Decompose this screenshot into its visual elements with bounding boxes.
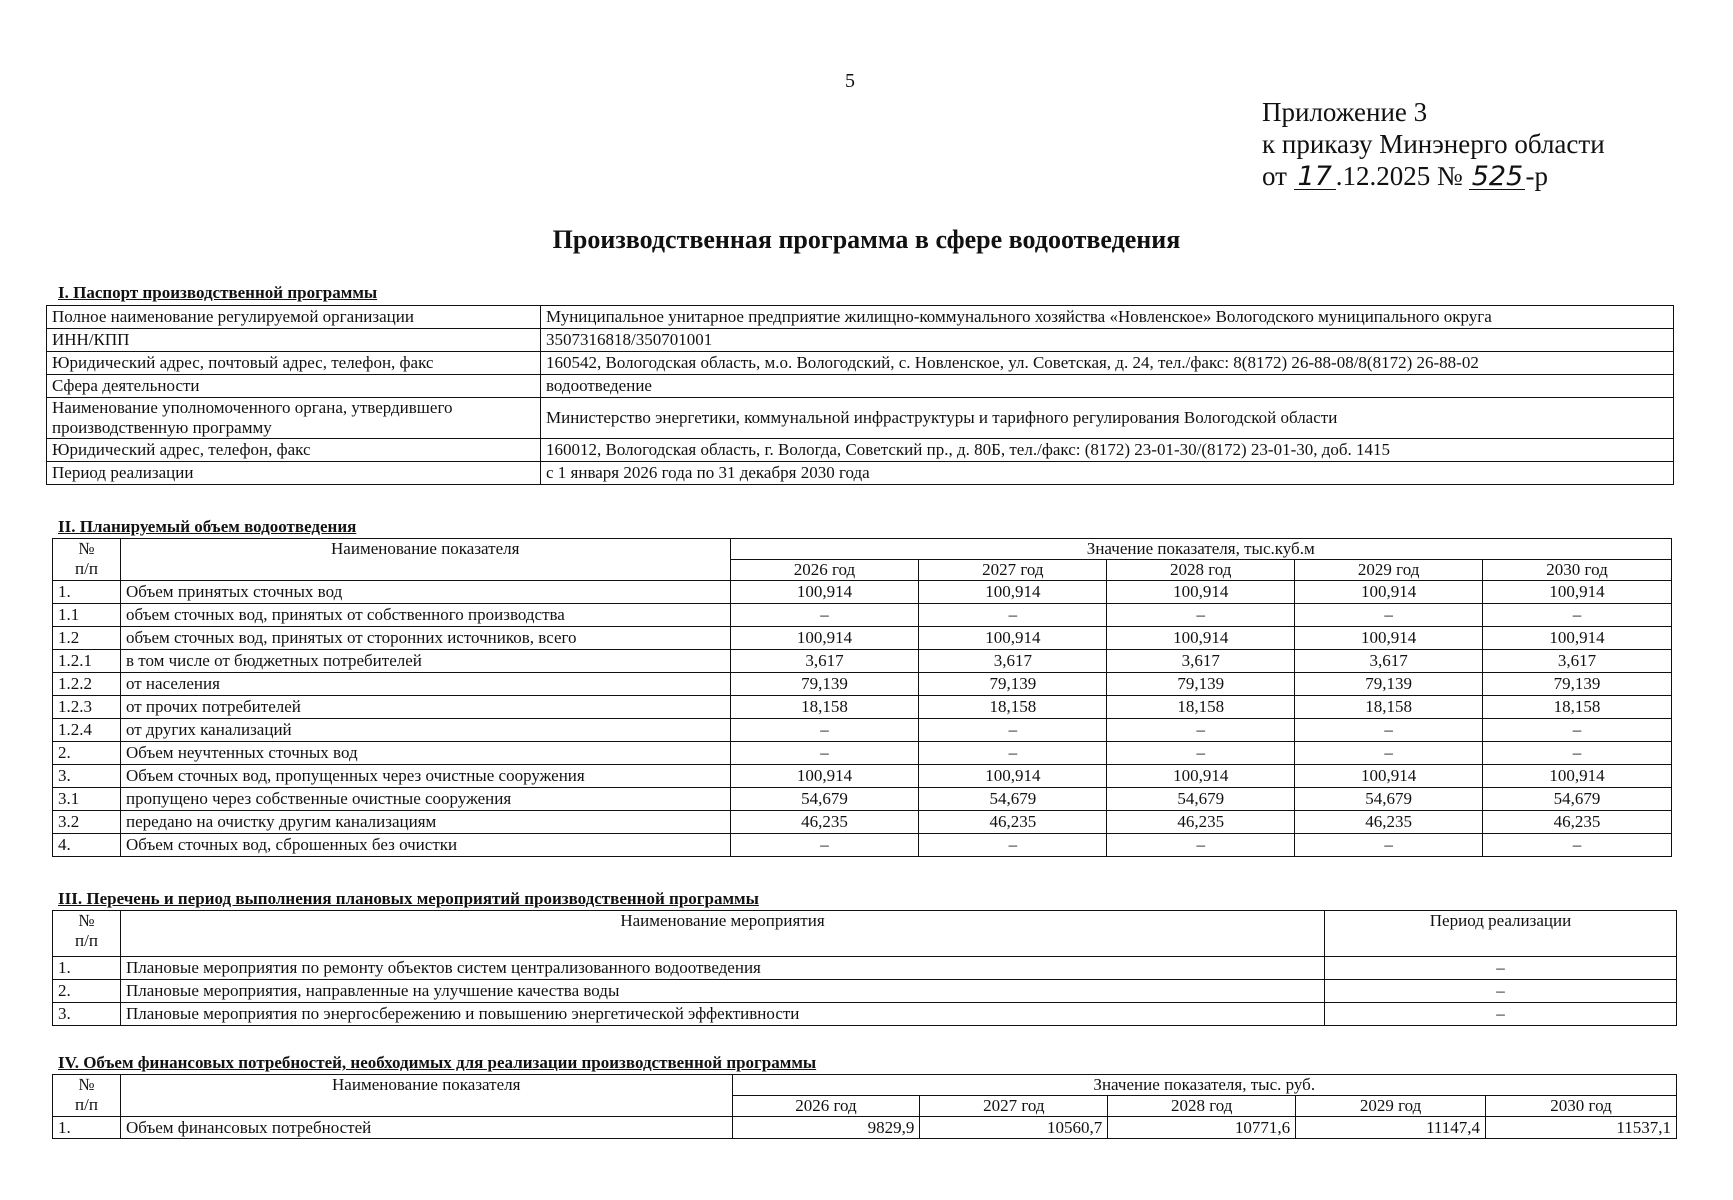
row-name: от прочих потребителей [120,696,730,719]
row-number: 2. [53,980,121,1003]
row-value: 46,235 [919,811,1107,834]
row-value: – [1483,604,1672,627]
passport-value: водоотведение [541,375,1674,398]
row-value: 18,158 [1295,696,1483,719]
table-row [53,765,1672,788]
row-value: – [730,604,919,627]
row-value: 18,158 [1107,696,1295,719]
passport-value: Министерство энергетики, коммунальной инфраструктуры и тарифного регулирования Вологодской области [541,398,1674,439]
passport-value: с 1 января 2026 года по 31 декабря 2030 года [541,462,1674,485]
row-value: 100,914 [1107,627,1295,650]
row-value: 3,617 [919,650,1107,673]
row-name: от населения [120,673,730,696]
row-number: 3.2 [53,811,121,834]
row-value: 100,914 [1483,765,1672,788]
row-value: – [919,604,1107,627]
table-row [53,742,1672,765]
row-value: 100,914 [919,581,1107,604]
row-value: – [919,742,1107,765]
appendix-date-rest: .12.2025 № [1335,161,1463,191]
row-number: 4. [53,834,121,857]
table-row [53,650,1672,673]
row-value: 3,617 [1483,650,1672,673]
row-name: Объем неучтенных сточных вод [120,742,730,765]
row-value: 18,158 [730,696,919,719]
row-number: 2. [53,742,121,765]
row-number: 3.1 [53,788,121,811]
row-value: 18,158 [919,696,1107,719]
row-value: 79,139 [1107,673,1295,696]
row-number: 1. [53,1117,121,1139]
col-name-header: Наименование показателя [120,1075,732,1117]
row-value: – [1107,834,1295,857]
row-value: 3,617 [730,650,919,673]
appendix-date-prefix: от [1262,161,1287,191]
row-value: – [1483,719,1672,742]
row-value: 100,914 [730,627,919,650]
row-value: 100,914 [919,765,1107,788]
row-period: – [1325,980,1677,1003]
row-name: Плановые мероприятия по энергосбережению и повышению энергетической эффективности [121,1003,1325,1026]
row-name: Объем финансовых потребностей [120,1117,732,1139]
appendix-date-line [1262,160,1605,192]
col-name-header: Наименование показателя [120,539,730,581]
row-value: – [1295,604,1483,627]
table-row [53,604,1672,627]
year-header: 2029 год [1295,560,1483,581]
passport-row [47,329,1674,352]
table-row [53,719,1672,742]
row-period: – [1325,1003,1677,1026]
table-row [53,957,1677,980]
row-value: 9829,9 [732,1117,920,1139]
col-values-header: Значение показателя, тыс. руб. [732,1075,1676,1096]
passport-label: Полное наименование регулируемой организации [47,306,541,329]
row-name: от других канализаций [120,719,730,742]
year-header: 2026 год [732,1096,920,1117]
row-value: 3,617 [1107,650,1295,673]
row-name: Объем принятых сточных вод [120,581,730,604]
row-value: 54,679 [1483,788,1672,811]
col-num-header: № п/п [53,1075,121,1117]
row-value: 54,679 [1295,788,1483,811]
section1-title: I. Паспорт производственной программы [58,283,378,302]
table-row [53,696,1672,719]
table-row [53,627,1672,650]
year-header: 2027 год [920,1096,1108,1117]
row-name: Объем сточных вод, сброшенных без очистки [120,834,730,857]
row-value: – [1295,742,1483,765]
row-value: – [730,834,919,857]
year-header: 2028 год [1107,560,1295,581]
col-num-header: № п/п [53,539,121,581]
row-value: 100,914 [730,765,919,788]
row-value: – [730,719,919,742]
row-value: 79,139 [730,673,919,696]
year-header: 2030 год [1486,1096,1677,1117]
row-name: объем сточных вод, принятых от собственного производства [120,604,730,627]
passport-label: Юридический адрес, телефон, факс [47,439,541,462]
passport-value: 160542, Вологодская область, м.о. Вологодский, с. Новленское, ул. Советская, д. 24, тел./факс: 8(8172) 26-88-08/8(8172) 26-88-02 [541,352,1674,375]
appendix-header [1262,96,1605,192]
passport-label: Наименование уполномоченного органа, утвердившего производственную программу [47,398,541,439]
row-value: 18,158 [1483,696,1672,719]
appendix-line2: к приказу Минэнерго области [1262,129,1605,159]
year-header: 2030 год [1483,560,1672,581]
measures-table [52,910,1677,1026]
row-value: 46,235 [1295,811,1483,834]
passport-row [47,398,1674,439]
row-value: – [1107,604,1295,627]
row-value: 46,235 [730,811,919,834]
appendix-line1: Приложение 3 [1262,97,1428,127]
row-value: 100,914 [1295,627,1483,650]
row-value: 100,914 [919,627,1107,650]
col-num-header: № п/п [53,911,121,957]
row-value: – [1483,834,1672,857]
row-value: 54,679 [1107,788,1295,811]
section4-title: IV. Объем финансовых потребностей, необходимых для реализации производственной программы [58,1053,817,1072]
finance-table [52,1074,1677,1139]
row-value: 100,914 [1295,581,1483,604]
passport-row [47,462,1674,485]
year-header: 2028 год [1108,1096,1296,1117]
row-value: – [1107,719,1295,742]
row-number: 1.2.1 [53,650,121,673]
year-header: 2027 год [919,560,1107,581]
row-value: 100,914 [1483,627,1672,650]
row-value: 100,914 [730,581,919,604]
table-row [53,673,1672,696]
row-number: 1.2.4 [53,719,121,742]
row-value: – [1295,834,1483,857]
page-number: 5 [845,70,855,92]
row-name: пропущено через собственные очистные сооружения [120,788,730,811]
col-values-header: Значение показателя, тыс.куб.м [730,539,1671,560]
row-value: 54,679 [919,788,1107,811]
row-number: 1.2.3 [53,696,121,719]
table-row [53,834,1672,857]
year-header: 2026 год [730,560,919,581]
row-name: Плановые мероприятия, направленные на улучшение качества воды [121,980,1325,1003]
year-header: 2029 год [1296,1096,1486,1117]
passport-label: Сфера деятельности [47,375,541,398]
row-number: 3. [53,765,121,788]
row-number: 1.1 [53,604,121,627]
passport-row [47,352,1674,375]
appendix-suffix: -р [1525,161,1548,191]
row-value: – [1107,742,1295,765]
row-value: 100,914 [1295,765,1483,788]
row-value: 3,617 [1295,650,1483,673]
handwritten-order-number: 525 [1469,165,1525,190]
row-value: 11147,4 [1296,1117,1486,1139]
passport-table [46,305,1674,485]
row-number: 1.2 [53,627,121,650]
row-name: объем сточных вод, принятых от сторонних источников, всего [120,627,730,650]
row-value: 46,235 [1483,811,1672,834]
row-value: 79,139 [919,673,1107,696]
row-name: передано на очистку другим канализациям [120,811,730,834]
passport-label: Период реализации [47,462,541,485]
row-value: – [919,719,1107,742]
section2-title: II. Планируемый объем водоотведения [58,517,357,536]
row-value: 10771,6 [1108,1117,1296,1139]
row-value: 100,914 [1107,765,1295,788]
passport-value: Муниципальное унитарное предприятие жилищно-коммунального хозяйства «Новленское» Вологодского муниципального округа [541,306,1674,329]
row-number: 1. [53,957,121,980]
document-title: Производственная программа в сфере водоотведения [552,225,1181,254]
volume-table [52,538,1672,857]
row-value: 11537,1 [1486,1117,1677,1139]
row-value: 10560,7 [920,1117,1108,1139]
row-number: 1. [53,581,121,604]
row-value: 79,139 [1483,673,1672,696]
table-row [53,811,1672,834]
row-number: 3. [53,1003,121,1026]
handwritten-day: 17 [1294,165,1336,190]
table-row [53,581,1672,604]
table-row [53,1117,1677,1139]
table-row [53,980,1677,1003]
passport-row [47,306,1674,329]
row-value: – [919,834,1107,857]
col-name-header: Наименование мероприятия [121,911,1325,957]
passport-label: Юридический адрес, почтовый адрес, телефон, факс [47,352,541,375]
passport-label: ИНН/КПП [47,329,541,352]
passport-row [47,375,1674,398]
row-number: 1.2.2 [53,673,121,696]
section3-title: III. Перечень и период выполнения плановых мероприятий производственной программы [58,889,759,908]
passport-row [47,439,1674,462]
row-value: 46,235 [1107,811,1295,834]
row-name: Плановые мероприятия по ремонту объектов систем централизованного водоотведения [121,957,1325,980]
row-value: 100,914 [1107,581,1295,604]
passport-value: 3507316818/350701001 [541,329,1674,352]
col-period-header: Период реализации [1325,911,1677,957]
row-name: в том числе от бюджетных потребителей [120,650,730,673]
row-value: 100,914 [1483,581,1672,604]
row-value: 54,679 [730,788,919,811]
passport-value: 160012, Вологодская область, г. Вологда, Советский пр., д. 80Б, тел./факс: (8172) 23-01-30/(8172) 23-01-30, доб. 1415 [541,439,1674,462]
row-value: – [1483,742,1672,765]
row-value: – [730,742,919,765]
table-row [53,788,1672,811]
row-value: – [1295,719,1483,742]
row-value: 79,139 [1295,673,1483,696]
row-period: – [1325,957,1677,980]
table-row [53,1003,1677,1026]
row-name: Объем сточных вод, пропущенных через очистные сооружения [120,765,730,788]
